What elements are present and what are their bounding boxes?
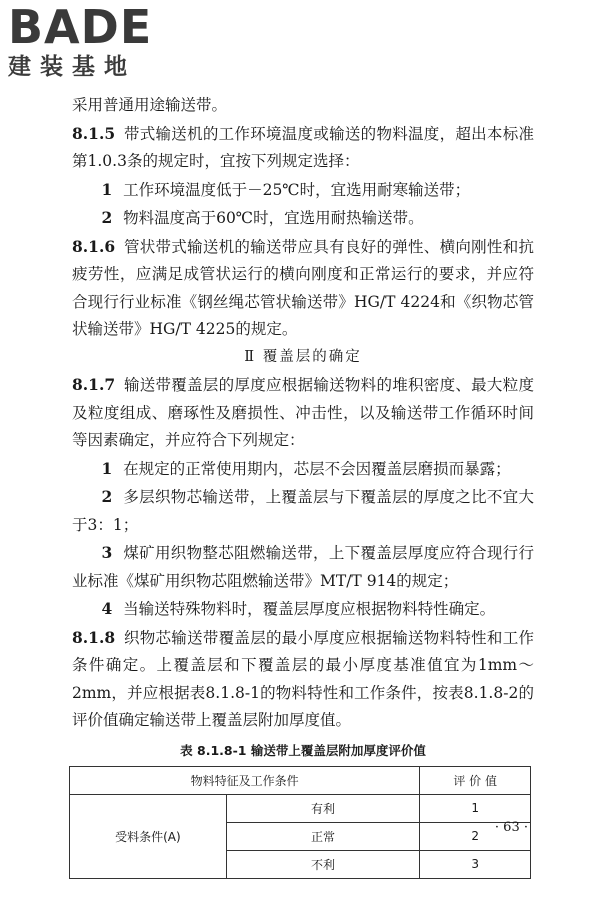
item-number: 3 (101, 543, 113, 562)
table-cell-condition: 不利 (226, 850, 420, 878)
clause-text: 带式输送机的工作环境温度或输送的物料温度，超出本标准第1.0.3条的规定时，宜按下列规定选择： (72, 124, 534, 170)
item-number: 1 (101, 179, 113, 199)
item-text: 工作环境温度低于－25℃时，宜选用耐寒输送带； (123, 180, 471, 199)
item-number: 1 (101, 458, 113, 478)
clause-text: 织物芯输送带覆盖层的最小厚度应根据输送物料特性和工作条件确定。上覆盖层和下覆盖层的最小厚度基准值宜为1mm～2mm，并应根据表8.1.8-1的物料特性和工作条件，按表8.1.8-2的评价值确定输送带上覆盖层附加厚度值。 (72, 628, 534, 729)
evaluation-table (69, 766, 531, 879)
page-number: · 63 · (494, 820, 528, 835)
clause-8-1-7-item-3 (72, 539, 534, 595)
clause-text: 管状带式输送机的输送带应具有良好的弹性、横向刚性和抗疲劳性，应满足成管状运行的横向刚度和正常运行的要求，并应符合现行行业标准《钢丝绳芯管状输送带》HG/T 4224和《织物芯管状输送带》HG/T 4225的规定。 (72, 237, 534, 338)
section-heading: Ⅱ 覆盖层的确定 (244, 348, 362, 365)
clause-number: 8.1.8 (72, 627, 116, 647)
table-row (70, 794, 531, 822)
item-text: 多层织物芯输送带，上覆盖层与下覆盖层的厚度之比不宜大于3：1； (72, 488, 534, 534)
table-cell-value: 1 (420, 794, 531, 822)
clause-text: 输送带覆盖层的厚度应根据输送物料的堆积密度、最大粒度及粒度组成、磨琢性及磨损性、冲击性，以及输送带工作循环时间等因素确定，并应符合下列规定： (72, 376, 534, 449)
logo-subtitle: 建装基地 (8, 54, 136, 80)
item-number: 4 (101, 599, 113, 618)
table-header-condition: 物料特征及工作条件 (70, 766, 420, 794)
clause-8-1-5 (72, 120, 534, 176)
logo-brand: BADE (8, 0, 153, 54)
item-text: 在规定的正常使用期内，芯层不会因覆盖层磨损而暴露； (123, 459, 511, 478)
logo (8, 0, 178, 86)
table-cell-value: 3 (420, 850, 531, 878)
table-caption: 表 8.1.8-1 输送带上覆盖层附加厚度评价值 (180, 742, 426, 758)
document-body (72, 92, 534, 879)
table-group-label: 受料条件(A) (70, 794, 227, 878)
item-text: 当输送特殊物料时，覆盖层厚度应根据物料特性确定。 (123, 600, 496, 618)
paragraph-continuation: 采用普通用途输送带。 (72, 96, 228, 114)
clause-number: 8.1.7 (72, 375, 116, 394)
clause-8-1-7-item-4 (72, 595, 534, 624)
clause-8-1-7-item-2 (72, 483, 534, 539)
clause-8-1-7-item-1 (72, 455, 534, 484)
table-header-row (70, 766, 531, 794)
item-text: 物料温度高于60℃时，宜选用耐热输送带。 (123, 209, 424, 227)
item-number: 2 (101, 208, 113, 227)
item-number: 2 (101, 487, 113, 506)
clause-number: 8.1.5 (72, 123, 116, 143)
table-header-value: 评 价 值 (420, 766, 531, 794)
clause-8-1-5-item-2 (72, 204, 534, 233)
clause-number: 8.1.6 (72, 236, 116, 256)
table-cell-condition: 有利 (226, 794, 420, 822)
item-text: 煤矿用织物整芯阻燃输送带，上下覆盖层厚度应符合现行行业标准《煤矿用织物芯阻燃输送带》MT/T 914的规定； (72, 544, 534, 590)
clause-8-1-5-item-1 (72, 176, 534, 205)
clause-8-1-6 (72, 233, 534, 344)
table-cell-condition: 正常 (226, 822, 420, 850)
clause-8-1-7 (72, 371, 534, 455)
table-cell-value: 2 (420, 822, 531, 850)
clause-8-1-8 (72, 624, 534, 735)
